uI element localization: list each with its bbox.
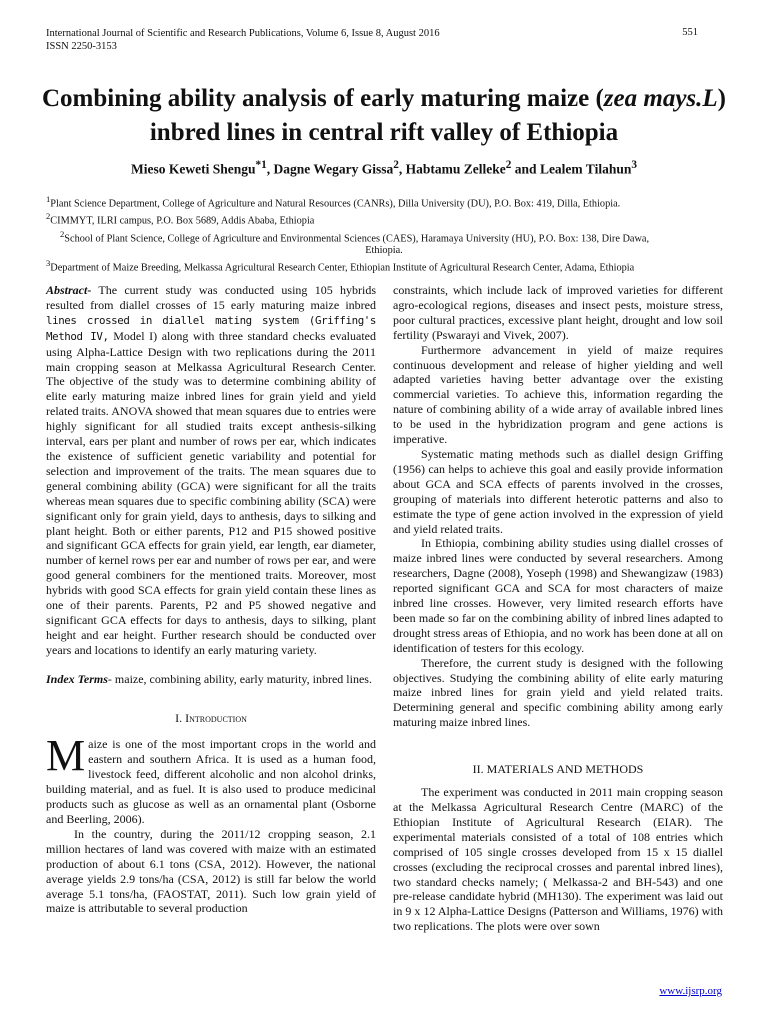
author-list: Mieso Keweti Shengu$^{*1}$, Dagne Wegary Gissa$^2$, Habtamu Zelleke$^2$ and Lealem Tilahun$^3$ — [131, 159, 637, 177]
index-terms — [46, 672, 376, 687]
abstract-text-mono: lines crossed in diallel mating system (Griffing's Method IV, — [46, 313, 376, 343]
right-paragraph-1: constraints, which include lack of improved varieties for different agro-ecological regions, diseases and insect pests, moisture stress, poor cultural practices, excessive plant height, drought and low soil fertility (Pswarayi and Vivek, 2007). — [393, 283, 723, 342]
right-paragraph-5: Therefore, the current study is designed with the following objectives. Studying the combining ability of elite early maturing maize inbred lines for grain yield and yield related traits. Determining general and specific combining ability among early maturing maize inbred lines. — [393, 655, 723, 730]
running-header — [46, 27, 440, 53]
intro-paragraph-1 — [46, 731, 376, 826]
right-paragraph-3: Systematic mating methods such as diallel design Griffing (1956) can helps to achieve this goal and easily provide information about GCA and SCA effects of parents involved in the crosses, grouping of materials into different heterotic patterns and also to estimate the type of gene action involved in the expression of yield and yield related traits. — [393, 446, 723, 536]
issn: ISSN 2250-3153 — [46, 41, 117, 52]
index-terms-text: - maize, combining ability, early maturity, inbred lines. — [107, 671, 372, 686]
affiliation-2: $^2$CIMMYT, ILRI campus, P.O. Box 5689, Addis Ababa, Ethiopia — [46, 211, 315, 227]
abstract — [46, 283, 376, 658]
left-column — [46, 283, 376, 916]
section-heading-introduction — [46, 711, 376, 726]
drop-cap: M — [46, 731, 86, 781]
affiliation-marker: 1 — [46, 194, 51, 204]
section-1-numeral: I. — [175, 710, 183, 725]
index-terms-label: Index Terms — [46, 671, 108, 686]
abstract-label: Abstract- — [46, 283, 92, 297]
affiliation-marker: 3 — [46, 258, 51, 269]
affiliation-marker: 2 — [60, 228, 65, 239]
species-name: zea mays.L — [603, 85, 718, 112]
affiliation-marker: 2 — [46, 211, 51, 222]
right-paragraph-2: Furthermore advancement in yield of maize requires continuous development and release of higher yielding and well adapted varieties having better advantage over the existing commercial varieties. To achieve this, information regarding the nature of combining ability of a wide array of available inbred lines to be used in the hybridization program and gene actions is imperative. — [393, 342, 723, 447]
author-marker: 2 — [505, 159, 512, 171]
right-paragraph-4: In Ethiopia, combining ability studies using diallel crosses of maize inbred lines were conducted by several researchers. Among researchers, Dagne (2008), Yoseph (1998) and Shewangizaw (1983) reported significant GCA and SCA for most characters of maize inbred line crosses. However, very limited research efforts have been made so far on the combining ability of inbred lines adapted to drought stress areas of Ethiopia, and no work has been done at all on identification of testers for this ecology. — [393, 536, 723, 655]
abstract-text-a: The current study was conducted using 105 hybrids resulted from diallel crosses of 15 early maturing maize inbred — [46, 283, 376, 312]
section-1-title: Introduction — [185, 710, 247, 725]
page-number: 551 — [682, 27, 698, 38]
intro-paragraph-2: In the country, during the 2011/12 cropping season, 2.1 million hectares of land was covered with maize with an estimated production of about 6.1 tons (CSA, 2012). However, the national average yields 2.9 tons/ha (CSA, 2012) is still far below the world average 5.1 tons/ha, (FAOSTAT, 2011). Such low grain yield of maize is attributable to several production — [46, 826, 376, 916]
author-marker: *1 — [255, 159, 267, 171]
affiliation-1: $^1$Plant Science Department, College of Agriculture and Natural Resources (CANRs), Dilla University (DU), P.O. Box: 419, Dilla, Ethiopia. — [46, 194, 621, 210]
right-column — [393, 283, 723, 934]
methods-paragraph-1: The experiment was conducted in 2011 main cropping season at the Melkassa Agricultural Research Centre (MARC) of the Ethiopian Institute of Agricultural Research (EIAR). The experimental materials consisted of a total of 108 entries which comprised of 105 single crosses developed from 15 x 15 diallel crosses (excluding the reciprocal crosses and parental inbred lines), two standard checks namely; ( Melkassa-2 and BH-543) and one pre-release candidate hybrid (MH130). The experiment was laid out in 9 x 12 Alpha-Lattice Designs (Patterson and Williams, 1976) with two replications. The plots were over sown — [393, 785, 723, 934]
paper-title: Combining ability analysis of early maturing maize (zea mays.L) inbred lines in central rift valley of Ethiopia — [41, 85, 726, 146]
author-marker: 2 — [393, 159, 399, 171]
affiliation-3: $^2$School of Plant Science, College of Agriculture and Environmental Sciences (CAES), Haramaya University (HU), P.O. Box: 138, Dire Dawa, — [60, 228, 650, 245]
abstract-text-b: Model I) along with three standard checks evaluated using Alpha-Lattice Design with two replications during the 2011 main cropping season at Melkassa Agricultural Research Center. The objective of the study was to determine combining ability of elite early maturing maize inbred lines for grain yield and yield related traits. ANOVA showed that mean squares due to entries were highly significant for all studied traits except anthesis-silking interval, ears per plant and number of rows per ear, which indicates the existence of sufficient genetic variability and potential for selection and improvement of the traits. The mean squares due to general combining ability (GCA) were significant for all the traits whereas mean squares due to specific combining ability (SCA) were significant only for grain yield, days to anthesis, days to silking and plant height. Both or either parents, P12 and P15 showed positive and significant GCA effects for grain yield, ear length, ear diameter, number of kernel rows per ear and number of rows per ear, and were good general combiners for the mentioned traits. Moreover, most hybrids with good SCA effects for grain yield contain these lines as one of their parents. Parents, P2 and P5 showed negative and significant GCA effects for days to anthesis, days to silking, plant height and ear height. Further research should be conducted over years and locations to identify an early maturing variety. — [46, 328, 376, 657]
journal-website-link[interactable]: www.ijsrp.org — [659, 985, 722, 997]
affiliation-3-cont: Ethiopia. — [365, 245, 403, 257]
section-heading-materials-methods: II. MATERIALS AND METHODS — [472, 762, 644, 777]
journal-citation: International Journal of Scientific and Research Publications, Volume 6, Issue 8, August 2016 — [46, 28, 440, 39]
affiliation-4: $^3$Department of Maize Breeding, Melkassa Agricultural Research Center, Ethiopian Institute of Agricultural Research Center, Adama, Ethiopia — [46, 258, 635, 274]
author-marker: 3 — [631, 159, 637, 171]
intro-paragraph-1-text: aize is one of the most important crops in the world and eastern and southern Africa. It is used as a human food, livestock feed, different alcoholic and non alcohol drinks, building material, and as fuel. It is also used to produce medicinal products such as glucose as well as an ornamental plant (Osborne and Beerling, 2006). — [46, 737, 376, 826]
affiliations — [46, 193, 722, 275]
